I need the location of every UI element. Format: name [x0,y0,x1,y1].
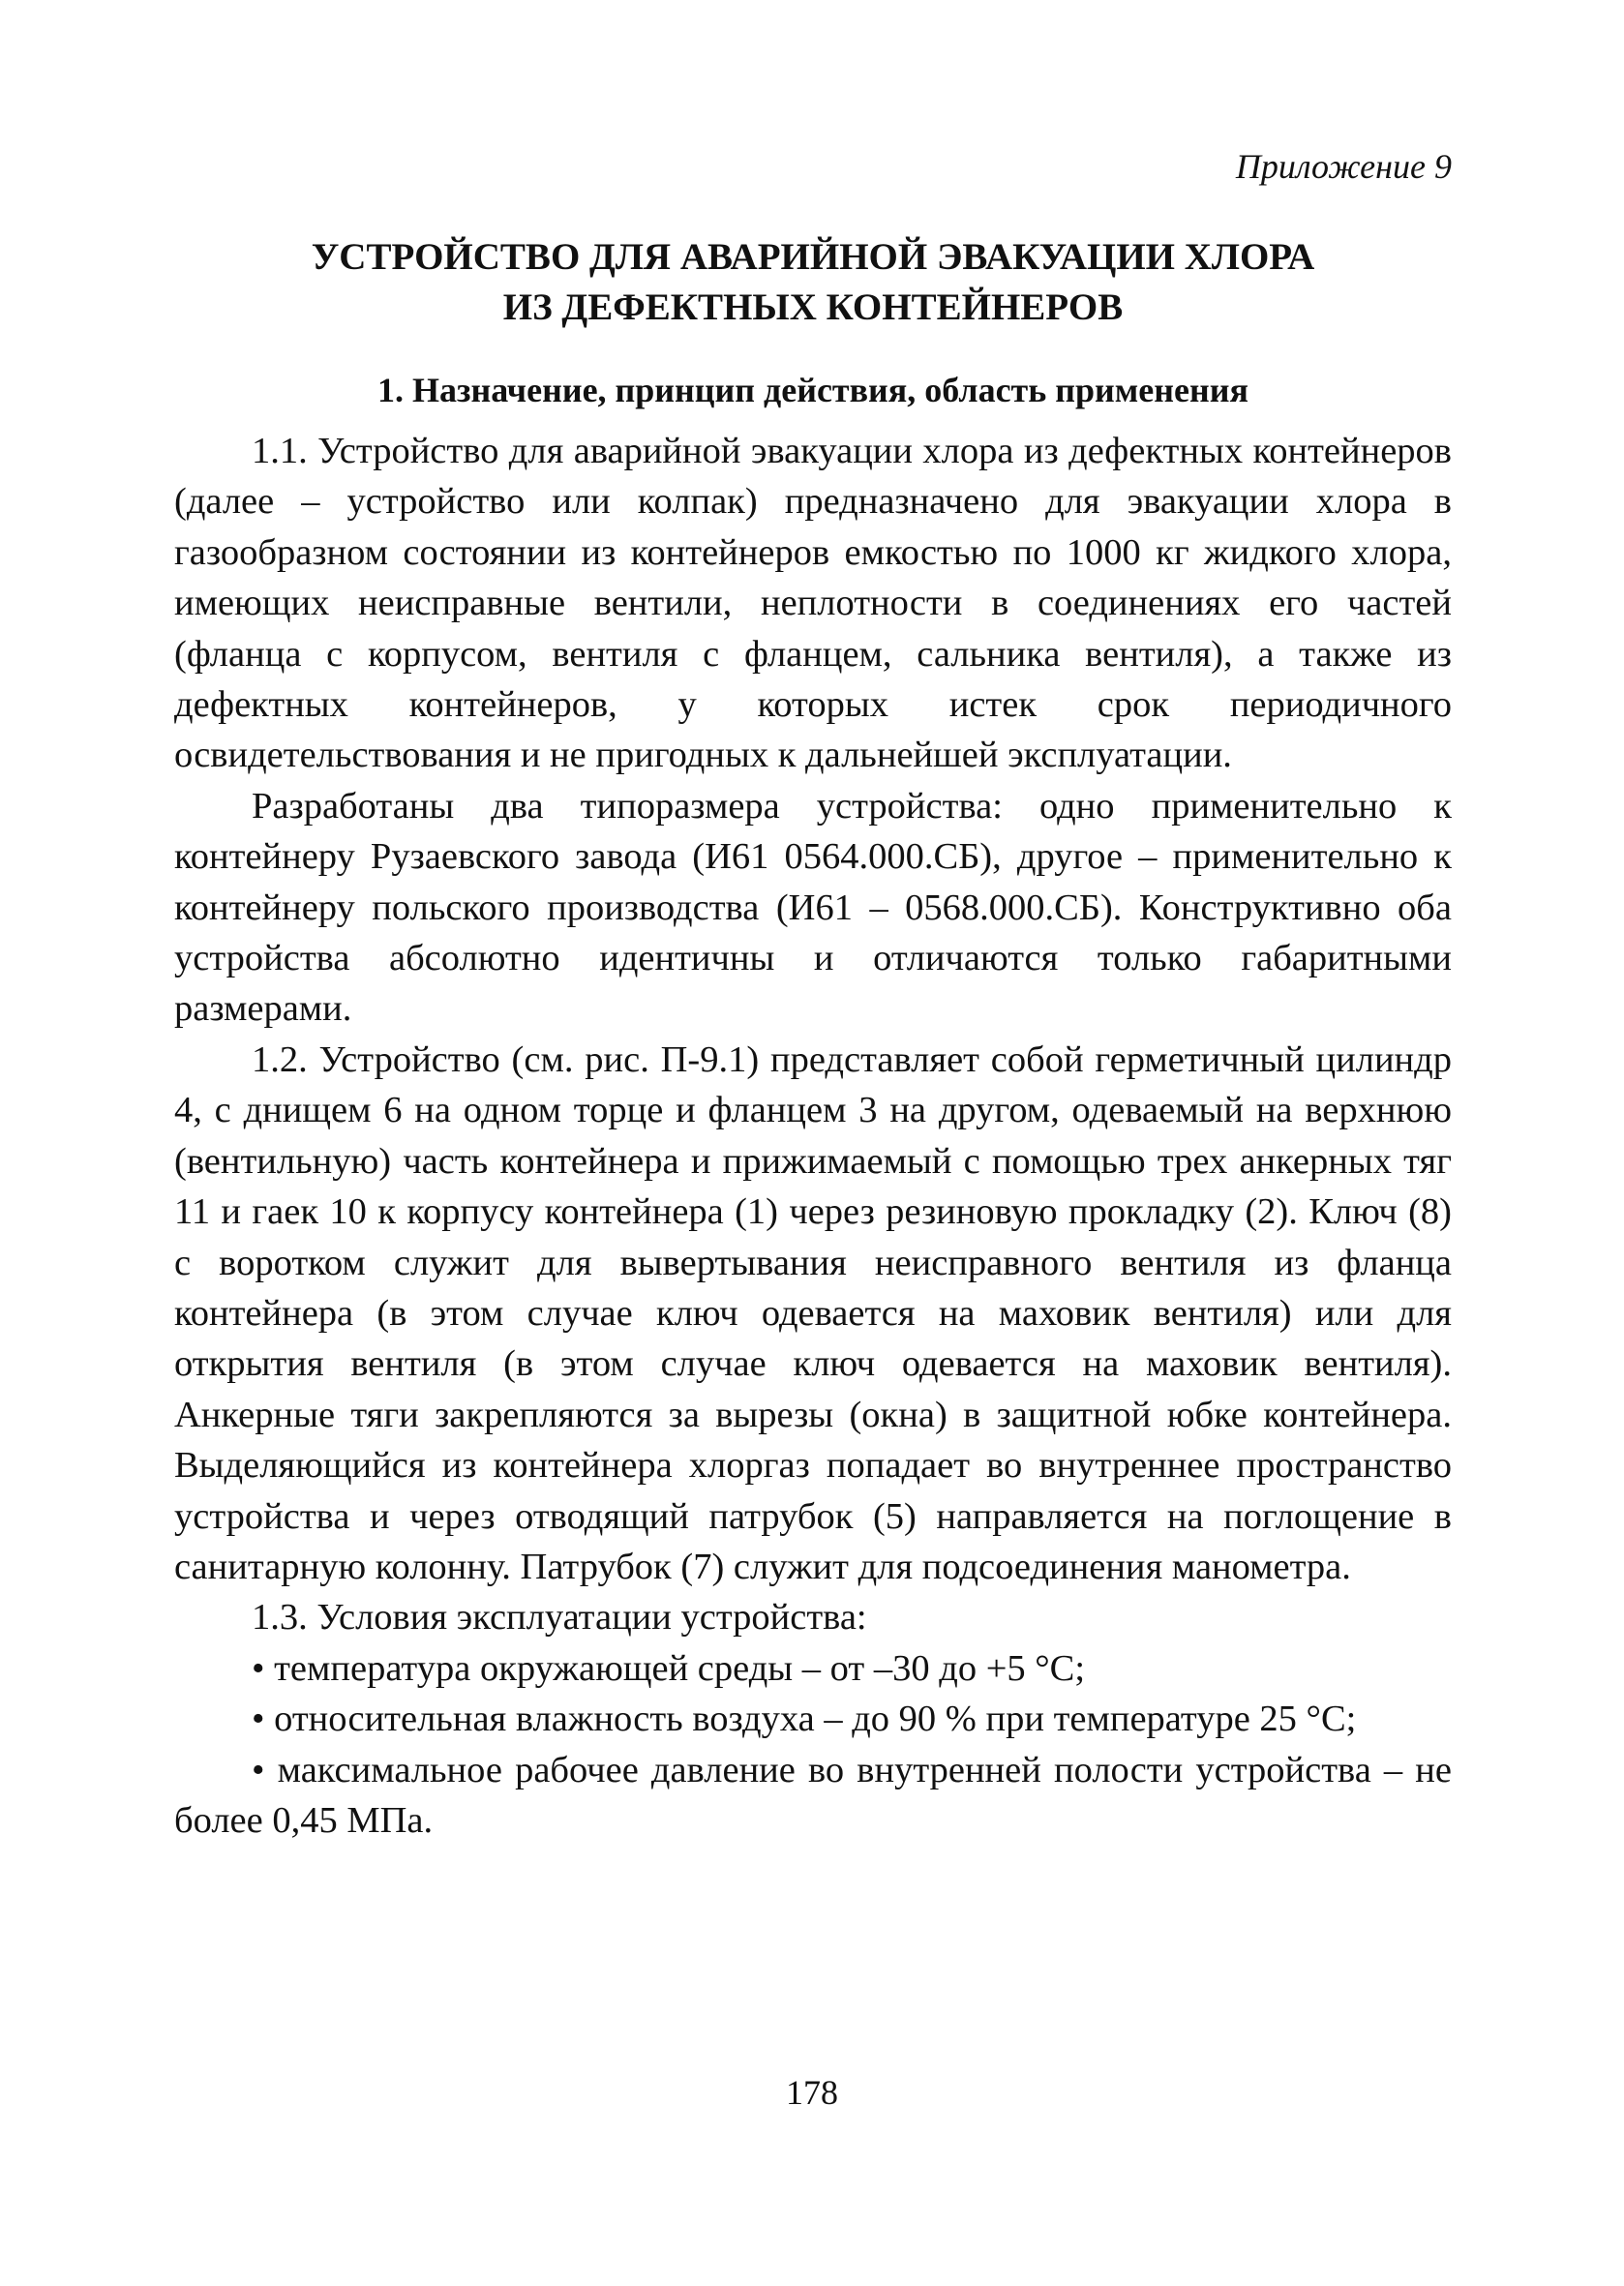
document-page [174,145,1452,1846]
paragraph-1-1-continued: Разработаны два типоразмера устройства: одно применительно к контейнеру Рузаевского завода (И61 0564.000.СБ), другое – применительно к контейнеру польского производства (И61 – 0568.000.СБ). Конструктивно оба устройства абсолютно идентичны и отличаются только габаритными размерами. [174,785,1452,1030]
paragraph-1-3: 1.3. Условия эксплуатации устройства: [252,1597,867,1639]
list-item: • относительная влажность воздуха – до 90 % при температуре 25 °С; [252,1699,1357,1740]
list-item: • температура окружающей среды – от –30 до +5 °С; [252,1647,1086,1689]
title-line-2: ИЗ ДЕФЕКТНЫХ КОНТЕЙНЕРОВ [502,286,1124,328]
list-item: • максимальное рабочее давление во внутренней полости устройства – не более 0,45 МПа. [174,1749,1452,1841]
page-number: 178 [786,2073,838,2112]
conditions-list [174,1643,1452,1847]
document-title [174,232,1452,333]
section-heading: 1. Назначение, принцип действия, область применения [377,371,1248,409]
paragraph-1-1: 1.1. Устройство для аварийной эвакуации хлора из дефектных контейнеров (далее – устройство или колпак) предназначено для эвакуации хлора в газообразном состоянии из контейнеров емкостью по 1000 кг жидкого хлора, имеющих неисправные вентили, неплотности в соединениях его частей (фланца с корпусом, вентиля с фланцем, сальника вентиля), а также из дефектных контейнеров, у которых истек срок периодичного освидетельствования и не пригодных к дальнейшей эксплуатации. [174,431,1452,776]
title-line-1: УСТРОЙСТВО ДЛЯ АВАРИЙНОЙ ЭВАКУАЦИИ ХЛОРА [311,236,1315,278]
appendix-label: Приложение 9 [1235,147,1452,186]
paragraph-1-2: 1.2. Устройство (см. рис. П-9.1) представляет собой герметичный цилиндр 4, с днищем 6 на одном торце и фланцем 3 на другом, одеваемый на верхнюю (вентильную) часть контейнера и прижимаемый с помощью трех анкерных тяг 11 и гаек 10 к корпусу контейнера (1) через резиновую прокладку (2). Ключ (8) с воротком служит для вывертывания неисправного вентиля из фланца контейнера (в этом случае ключ одевается на маховик вентиля) или для открытия вентиля (в этом случае ключ одевается на маховик вентиля). Анкерные тяги закрепляются за вырезы (окна) в защитной юбке контейнера. Выделяющийся из контейнера хлоргаз попадает во внутреннее пространство устройства и через отводящий патрубок (5) направляется на поглощение в санитарную колонну. Патрубок (7) служит для подсоединения манометра. [174,1038,1452,1587]
